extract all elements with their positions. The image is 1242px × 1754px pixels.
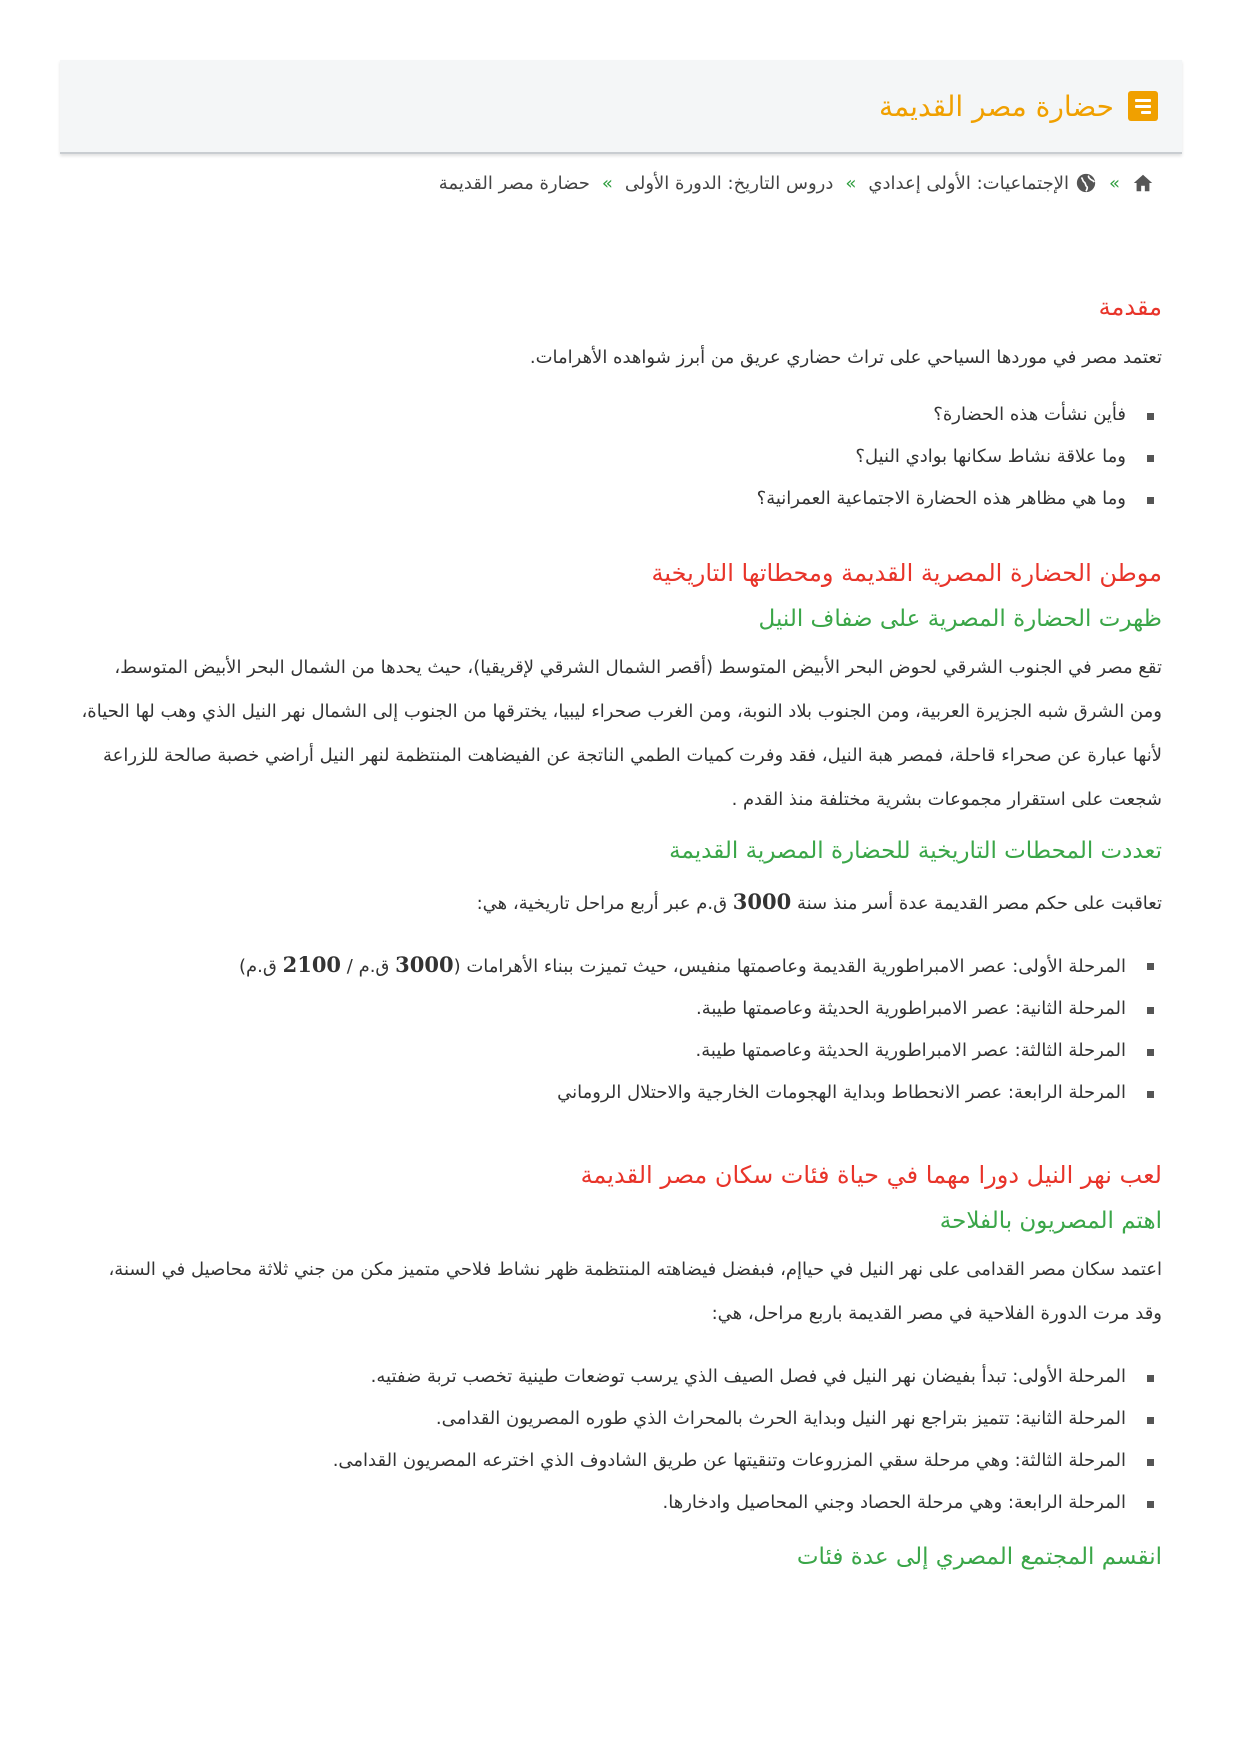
breadcrumb-separator: » bbox=[1108, 172, 1120, 194]
section1-sub1-heading: ظهرت الحضارة المصرية على ضفاف النيل bbox=[758, 606, 1162, 632]
list-item: المرحلة الثالثة: عصر الامبراطورية الحديثة وعاصمتها طيبة. bbox=[80, 1030, 1162, 1072]
title-bar bbox=[60, 60, 1182, 154]
intro-paragraph: تعتمد مصر في موردها السياحي على تراث حضاري عريق من أبرز شواهده الأهرامات. bbox=[529, 347, 1162, 368]
article-content bbox=[80, 290, 1162, 1574]
home-icon[interactable] bbox=[1132, 172, 1154, 194]
breadcrumb-item-social-studies[interactable]: الإجتماعيات: الأولى إعدادي bbox=[868, 172, 1069, 194]
breadcrumb-item-history-lessons[interactable]: دروس التاريخ: الدورة الأولى bbox=[624, 172, 834, 194]
breadcrumb-separator: » bbox=[845, 172, 857, 194]
intro-heading: مقدمة bbox=[1098, 293, 1162, 321]
list-item: المرحلة الرابعة: وهي مرحلة الحصاد وجني المحاصيل وادخارها. bbox=[80, 1482, 1162, 1524]
intro-questions-list bbox=[80, 394, 1162, 520]
globe-icon bbox=[1075, 172, 1097, 194]
section2-sub1-paragraph: اعتمد سكان مصر القدامى على نهر النيل في حيا‌إم، فبفضل فيضاهته المنتظمة ظهر نشاط فلاحي متميز مكن من جني ثلاثة محاصيل في السنة، وقد مرت الدورة الفلاحية في مصر القديمة باربع مراحل، هي: bbox=[108, 1259, 1162, 1324]
list-item: المرحلة الأولى: عصر الامبراطورية القديمة وعاصمتها منفيس، حيث تميزت ببناء الأهرامات (3000 ق.م / 2100 ق.م) bbox=[80, 944, 1162, 988]
list-item: المرحلة الثالثة: وهي مرحلة سقي المزروعات وتنقيتها عن طريق الشادوف الذي اخترعه المصريون القدامى. bbox=[80, 1440, 1162, 1482]
list-item: المرحلة الثانية: عصر الامبراطورية الحديثة وعاصمتها طيبة. bbox=[80, 988, 1162, 1030]
section1-heading: موطن الحضارة المصرية القديمة ومحطاتها التاريخية bbox=[651, 559, 1162, 587]
list-item: فأين نشأت هذه الحضارة؟ bbox=[80, 394, 1162, 436]
list-item: المرحلة الثانية: تتميز بتراجع نهر النيل وبداية الحرث بالمحراث الذي طوره المصريون القدامى. bbox=[80, 1398, 1162, 1440]
section1-sub2-intro: تعاقبت على حكم مصر القديمة عدة أسر منذ سنة 3000 ق.م عبر أربع مراحل تاريخية، هي: bbox=[476, 889, 1162, 914]
year-value: 3000 bbox=[732, 889, 792, 914]
breadcrumb-item-current: حضارة مصر القديمة bbox=[438, 172, 590, 194]
section2-sub1-heading: اهتم المصريون بالفلاحة bbox=[939, 1208, 1162, 1234]
list-item: وما هي مظاهر هذه الحضارة الاجتماعية العمرانية؟ bbox=[80, 478, 1162, 520]
list-item: المرحلة الأولى: تبدأ بفيضان نهر النيل في فصل الصيف الذي يرسب توضعات طينية تخصب تربة ضفتيه. bbox=[80, 1356, 1162, 1398]
section2-heading: لعب نهر النيل دورا مهما في حياة فئات سكان مصر القديمة bbox=[580, 1161, 1162, 1189]
section1-sub1-paragraph: تقع مصر في الجنوب الشرقي لحوض البحر الأبيض المتوسط (أقصر الشمال الشرقي لإقريقيا)، حيث يحدها من الشمال البحر الأبيض المتوسط، ومن الشرق شبه الجزيرة العربية، ومن الجنوب بلاد النوبة، ومن الغرب صحراء ليبيا، يخترقها من الجنوب إلى الشمال نهر النيل الذي وهب لها الحياة، لأنها عبارة عن صحراء قاحلة، فمصر هبة النيل، فقد وفرت كميات الطمي الناتجة عن الفيضاهت المنتظمة لنهر النيل أراضي خصبة صالحة للزراعة شجعت على استقرار مجموعات بشرية مختلفة منذ القدم . bbox=[81, 657, 1162, 810]
page-title: حضارة مصر القديمة bbox=[878, 89, 1114, 123]
section1-sub2-heading: تعددت المحطات التاريخية للحضارة المصرية القديمة bbox=[669, 838, 1162, 864]
section2-sub2-heading: انقسم المجتمع المصري إلى عدة فئات bbox=[796, 1544, 1162, 1570]
list-item: وما علاقة نشاط سكانها بوادي النيل؟ bbox=[80, 436, 1162, 478]
farming-stages-list bbox=[80, 1356, 1162, 1524]
document-icon bbox=[1128, 91, 1158, 121]
historical-stages-list bbox=[80, 944, 1162, 1114]
breadcrumb-separator: » bbox=[601, 172, 613, 194]
list-item: المرحلة الرابعة: عصر الانحطاط وبداية الهجومات الخارجية والاحتلال الروماني bbox=[80, 1072, 1162, 1114]
breadcrumb bbox=[439, 172, 1154, 194]
